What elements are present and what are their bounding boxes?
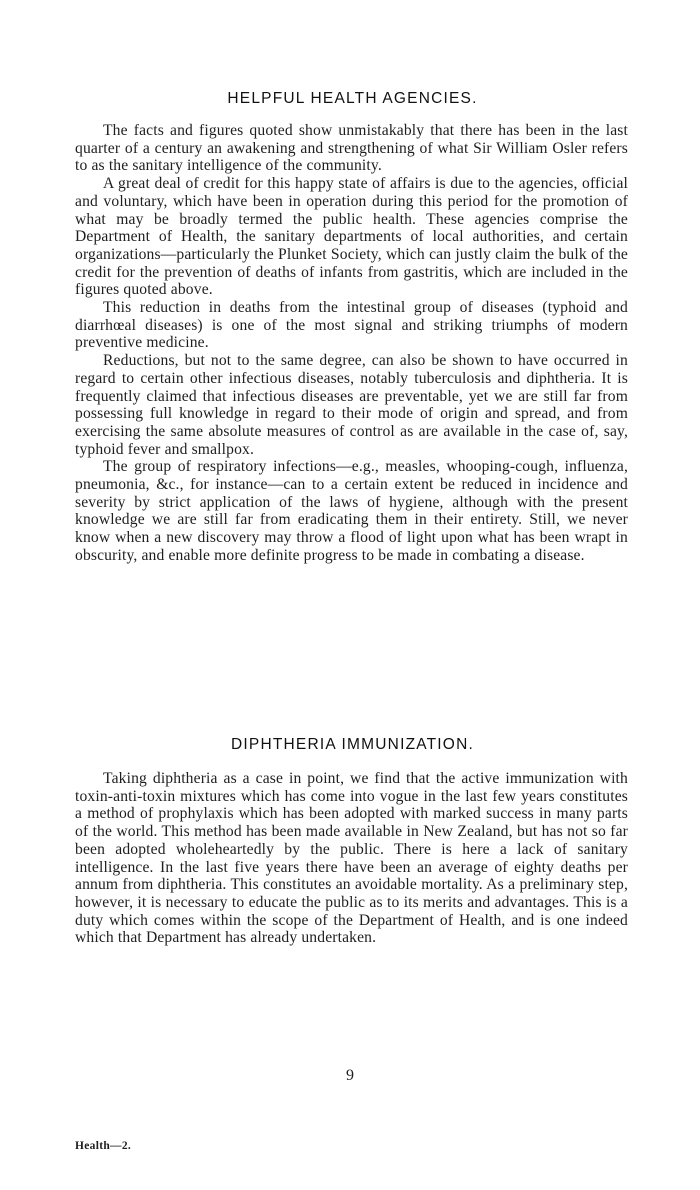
paragraph: Reductions, but not to the same degree, can also be shown to have occurred in regard to certain other infectious diseases, notably tuberculosis and diphtheria. It is frequently claimed that infectious diseases are preventable, yet we are still far from possessing full knowledge in regard to their mode of origin and spread, and from exercising the same absolute measures of control as are available in the case of, say, typhoid fever and smallpox. (75, 352, 628, 458)
section-heading-helpful-health-agencies: HELPFUL HEALTH AGENCIES. (227, 90, 478, 107)
paragraph: This reduction in deaths from the intestinal group of diseases (typhoid and diarrhœal diseases) is one of the most signal and striking triumphs of modern preventive medicine. (75, 299, 628, 352)
page-number: 9 (346, 1067, 354, 1084)
paragraph: The group of respiratory infections—e.g., measles, whooping-cough, influenza, pneumonia, &c., for instance—can to a certain extent be reduced in incidence and severity by strict application of the laws of hygiene, although with the present knowledge we are still far from eradicating them in their entirety. Still, we never know when a new discovery may throw a flood of light upon what has been wrapt in obscurity, and enable more definite progress to be made in combating a disease. (75, 458, 628, 564)
paragraph: The facts and figures quoted show unmistakably that there has been in the last quarter of a century an awakening and strengthening of what Sir William Osler refers to as the sanitary intelligence of the community. (75, 122, 628, 175)
section-heading-diphtheria-immunization: DIPHTHERIA IMMUNIZATION. (231, 736, 474, 753)
paragraph: Taking diphtheria as a case in point, we find that the active immunization with toxin-anti-toxin mixtures which has come into vogue in the last few years constitutes a method of prophylaxis which has been adopted with marked success in many parts of the world. This method has been made available in New Zealand, but has not so far been adopted wholeheartedly by the public. There is here a lack of sanitary intelligence. In the last five years there have been an average of eighty deaths per annum from diphtheria. This constitutes an avoidable mortality. As a preliminary step, however, it is necessary to educate the public as to its merits and advantages. This is a duty which comes within the scope of the Department of Health, and is one indeed which that Department has already undertaken. (75, 770, 628, 947)
section-body-diphtheria-immunization (75, 770, 628, 947)
section-body-helpful-health-agencies (75, 122, 628, 565)
paragraph: A great deal of credit for this happy state of affairs is due to the agencies, official and voluntary, which have been in operation during this period for the promotion of what may be broadly termed the public health. These agencies comprise the Department of Health, the sanitary departments of local authorities, and certain organizations—particularly the Plunket Society, which can justly claim the bulk of the credit for the prevention of deaths of infants from gastritis, which are included in the figures quoted above. (75, 175, 628, 299)
footer-reference: Health—2. (75, 1140, 132, 1152)
